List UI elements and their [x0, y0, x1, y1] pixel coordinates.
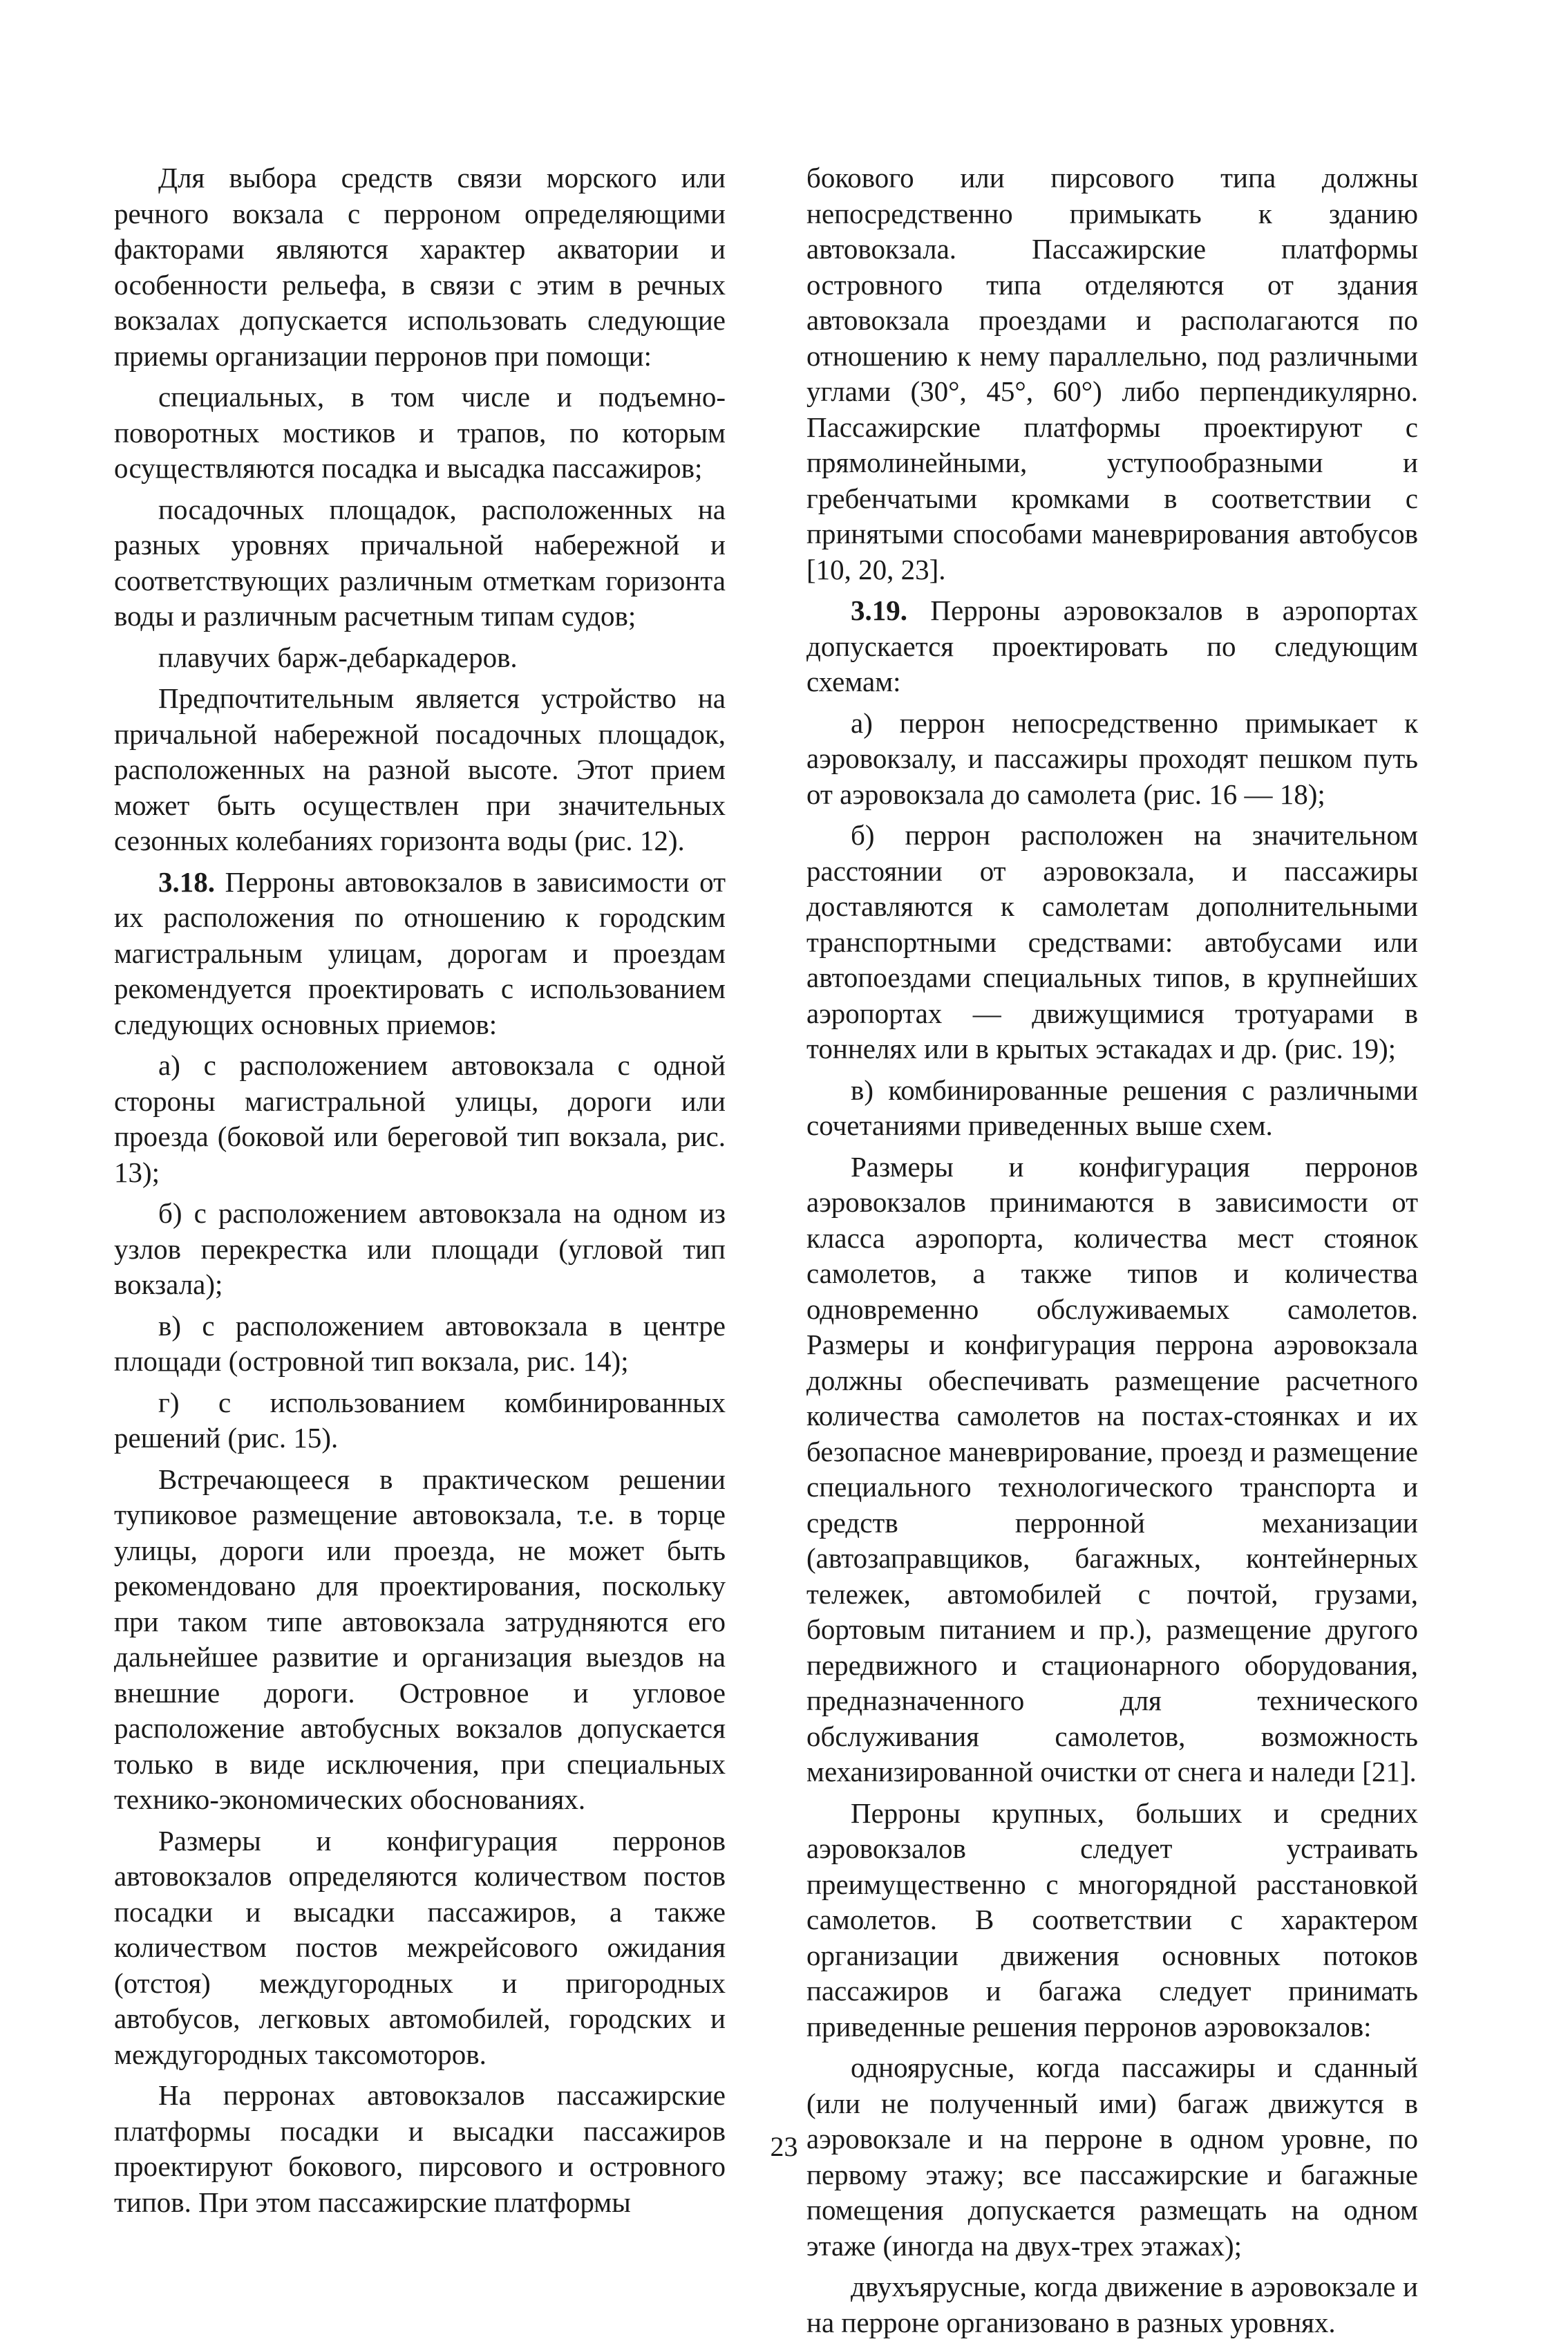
list-item: а) с расположением автовокзала с одной стороны магистральной улицы, дороги или проезда (боковой или береговой тип вокзала, рис. 13); [114, 1049, 726, 1188]
paragraph: одноярусные, когда пассажиры и сданный (или не полученный ими) багаж движутся в аэровокзале и на перроне в одном уровне, по первому этажу; все пассажирские и багажные помещения допускается размещать на одном этаже (иногда на двух-трех этажах); [806, 2052, 1418, 2262]
paragraph: посадочных площадок, расположенных на разных уровнях причальной набережной и соответствующих различным отметкам горизонта воды и различным расчетным типам судов; [114, 493, 726, 632]
paragraph: Размеры и конфигурация перронов автовокзалов определяются количеством постов посадки и высадки пассажиров, а также количеством постов межрейсового ожидания (отстоя) междугородных и пригородных автобусов, легковых автомобилей, городских и междугородных таксомоторов. [114, 1824, 726, 2070]
section-paragraph-3-19 [806, 593, 1418, 700]
section-number: 3.19. [851, 594, 907, 626]
section-paragraph-3-18 [114, 865, 726, 1043]
section-number: 3.18. [158, 865, 215, 898]
paragraph: плавучих барж-дебаркадеров. [158, 641, 518, 673]
list-item: в) комбинированные решения с различными сочетаниями приведенных выше схем. [806, 1073, 1418, 1141]
paragraph: На перронах автовокзалов пассажирские платформы посадки и высадки пассажиров проектируют бокового, пирсового и островного типов. При этом пассажирские платформы [114, 2079, 726, 2218]
paragraph: Встречающееся в практическом решении тупиковое размещение автовокзала, т.е. в торце улицы, дороги или проезда, не может быть рекомендовано для проектирования, поскольку при таком типе автовокзала затрудняются его дальнейшее развитие и организация выездов на внешние дороги. Островное и угловое расположение автобусных вокзалов допускается только в виде исключения, при специальных технико-экономических обоснованиях. [114, 1463, 726, 1815]
list-item: г) с использованием комбинированных решений (рис. 15). [114, 1386, 726, 1454]
paragraph-continued: бокового или пирсового типа должны непосредственно примыкать к зданию автовокзала. Пассажирские платформы островного типа отделяются от здания автовокзала проездами и располагаются по отношению к нему параллельно, под различными углами (30°, 45°, 60°) либо перпендикулярно. Пассажирские платформы проектируют с прямолинейными, уступообразными и гребенчатыми кромками в соответствии с принятыми способами маневрирования автобусов [10, 20, 23]. [806, 162, 1418, 585]
list-item: б) с расположением автовокзала на одном из узлов перекрестка или площади (угловой тип вокзала); [114, 1197, 726, 1300]
paragraph: специальных, в том числе и подъемно-поворотных мостиков и трапов, по которым осуществляются посадка и высадка пассажиров; [114, 381, 726, 484]
section-text: Перроны аэровокзалов в аэропортах допускается проектировать по следующим схемам: [806, 594, 1418, 697]
right-text-column [806, 160, 1418, 2346]
section-text: Перроны автовокзалов в зависимости от их расположения по отношению к городским магистральным улицам, дорогам и проездам рекомендуется проектировать с использованием следующих основных приемов: [114, 865, 726, 1040]
paragraph: Предпочтительным является устройство на причальной набережной посадочных площадок, расположенных на разной высоте. Этот прием может быть осуществлен при значительных сезонных колебаниях горизонта воды (рис. 12). [114, 682, 726, 856]
list-item: в) с расположением автовокзала в центре площади (островной тип вокзала, рис. 14); [114, 1309, 726, 1377]
left-text-column [114, 160, 726, 2226]
list-item: а) перрон непосредственно примыкает к аэровокзалу, и пассажиры проходят пешком путь от аэровокзала до самолета (рис. 16 — 18); [806, 706, 1418, 810]
paragraph: Размеры и конфигурация перронов аэровокзалов принимаются в зависимости от класса аэропорта, количества мест стоянок самолетов, а также типов и количества одновременно обслуживаемых самолетов. Размеры и конфигурация перрона аэровокзала должны обеспечивать размещение расчетного количества самолетов на постах-стоянках и их безопасное маневрирование, проезд и размещение специального технологического транспорта и средств перронной механизации (автозаправщиков, багажных, контейнерных тележек, автомобилей с почтой, грузами, бортовым питанием и пр.), размещение другого передвижного и стационарного оборудования, предназначенного для технического обслуживания самолетов, возможность механизированной очистки от снега и наледи [21]. [806, 1150, 1418, 1787]
paragraph: двухъярусные, когда движение в аэровокзале и на перроне организовано в разных уровнях. [806, 2271, 1418, 2338]
list-item: б) перрон расположен на значительном расстоянии от аэровокзала, и пассажиры доставляются к самолетам дополнительными транспортными средствами: автобусами или автопоездами специальных типов, в крупнейших аэропортах — движущимися тротуарами в тоннелях или в крытых эстакадах и др. (рис. 19); [806, 819, 1418, 1064]
paragraph: Перроны крупных, больших и средних аэровокзалов следует устраивать преимущественно с многорядной расстановкой самолетов. В соответствии с характером организации движения основных потоков пассажиров и багажа следует принимать приведенные решения перронов аэровокзалов: [806, 1796, 1418, 2043]
page-number: 23 [770, 2131, 798, 2162]
paragraph: Для выбора средств связи морского или речного вокзала с перроном определяющими факторами являются характер акватории и особенности рельефа, в связи с этим в речных вокзалах допускается использовать следующие приемы организации перронов при помощи: [114, 162, 726, 372]
